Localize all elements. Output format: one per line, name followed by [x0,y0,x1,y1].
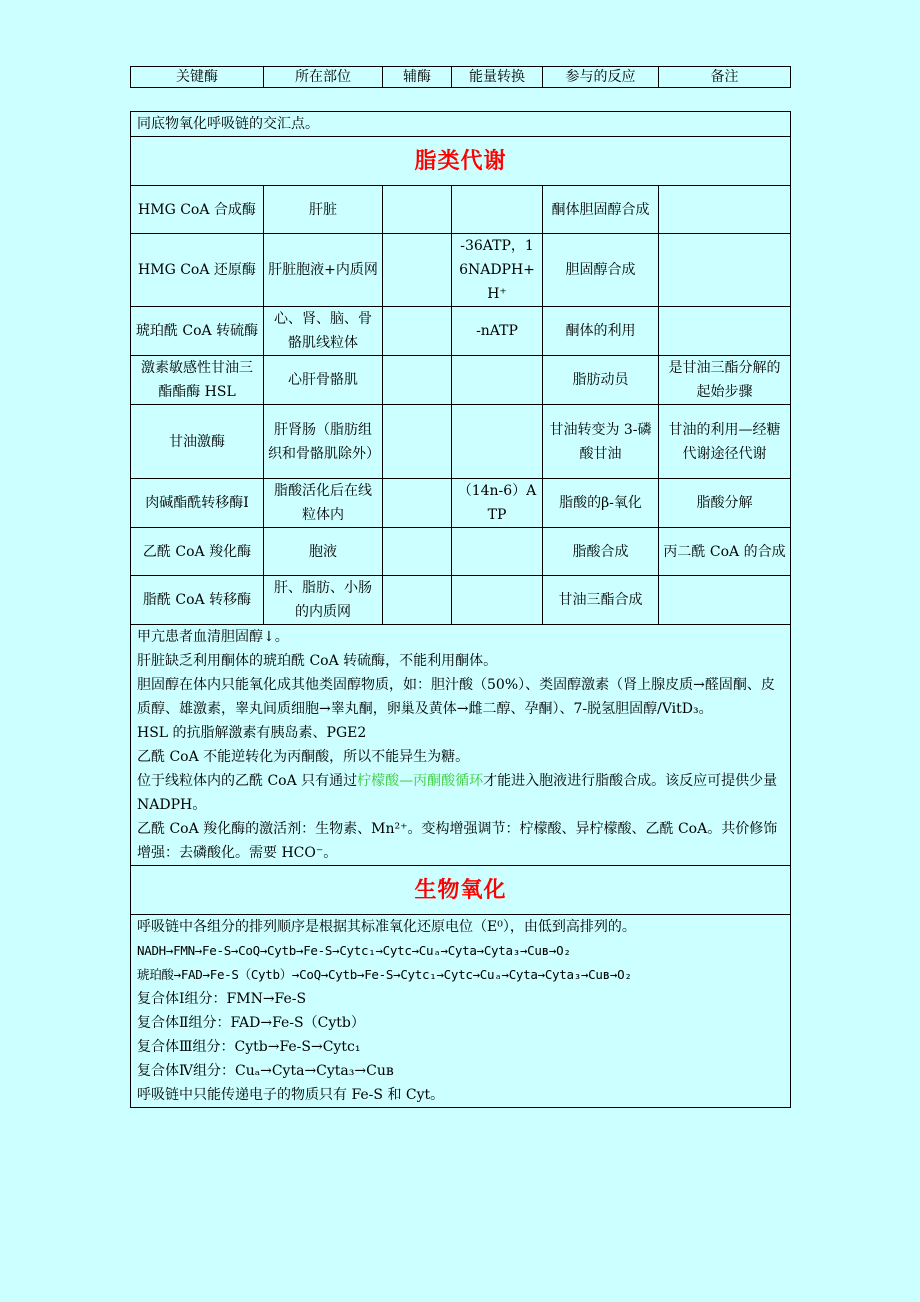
lipid-notes-row [131,625,791,866]
location-cell: 肝肾肠（脂肪组织和骨骼肌除外） [264,405,383,479]
respiratory-chain-nadh: NADH→FMN→Fe-S→CoQ→Cytb→Fe-S→Cytc₁→Cytc→Cuₐ→Cyta→Cyta₃→Cuʙ→O₂ [137,943,571,958]
complex-1-line: 复合体Ⅰ组分：FMN→Fe-S [137,991,307,1007]
energy-cell [452,356,543,405]
remark-cell: 是甘油三酯分解的起始步骤 [659,356,791,405]
location-cell: 肝、脂肪、小肠的内质网 [264,576,383,625]
note-paragraph: 乙酰 CoA 羧化酶的激活剂：生物素、Mn²⁺。变构增强调节：柠檬酸、异柠檬酸、乙酰 CoA。共价修饰增强：去磷酸化。需要 HCO⁻。 [137,821,778,861]
header-cell-enzyme: 关键酶 [131,67,264,88]
location-cell: 心、肾、脑、骨骼肌线粒体 [264,307,383,356]
coenzyme-cell [383,528,452,576]
reaction-cell: 脂肪动员 [543,356,659,405]
energy-cell: （14n-6）ATP [452,479,543,528]
note-paragraph: 肝脏缺乏利用酮体的琥珀酰 CoA 转硫酶，不能利用酮体。 [137,653,498,669]
table-row [131,356,791,405]
enzyme-cell: 脂酰 CoA 转移酶 [131,576,264,625]
header-cell-reaction: 参与的反应 [543,67,659,88]
enzyme-cell: HMG CoA 还原酶 [131,234,264,307]
reaction-cell: 脂酸合成 [543,528,659,576]
coenzyme-cell [383,356,452,405]
location-cell: 肝脏 [264,186,383,234]
note-paragraph: 乙酰 CoA 不能逆转化为丙酮酸，所以不能异生为糖。 [137,749,470,765]
respiratory-chain-succinate: 琥珀酸→FAD→Fe-S（Cytb）→CoQ→Cytb→Fe-S→Cytc₁→Cytc→Cuₐ→Cyta→Cyta₃→Cuʙ→O₂ [137,967,632,982]
reaction-cell: 酮体胆固醇合成 [543,186,659,234]
energy-cell [452,405,543,479]
energy-cell: -36ATP，16NADPH+H⁺ [452,234,543,307]
enzyme-cell: 甘油激酶 [131,405,264,479]
header-row [131,67,791,88]
note-paragraph: HSL 的抗脂解激素有胰岛素、PGE2 [137,725,367,741]
energy-cell: -nATP [452,307,543,356]
location-cell: 心肝骨骼肌 [264,356,383,405]
remark-cell: 丙二酰 CoA 的合成 [659,528,791,576]
remark-cell [659,576,791,625]
remark-cell [659,186,791,234]
header-table [130,66,791,88]
coenzyme-cell [383,405,452,479]
note-paragraph: 甲亢患者血清胆固醇↓。 [137,629,289,645]
coenzyme-cell [383,186,452,234]
location-cell: 胞液 [264,528,383,576]
energy-cell [452,186,543,234]
main-table [130,111,791,1108]
oxidation-notes-row [131,915,791,1108]
intro-row [131,112,791,137]
complex-4-line: 复合体Ⅳ组分：Cuₐ→Cyta→Cyta₃→Cuʙ [137,1063,394,1079]
table-row [131,186,791,234]
note-paragraph: 胆固醇在体内只能氧化成其他类固醇物质，如：胆汁酸（50%）、类固醇激素（肾上腺皮质→醛固酮、皮质醇、雄激素，睾丸间质细胞→睾丸酮，卵巢及黄体→雌二醇、孕酮）、7-脱氢胆固醇/VitD₃。 [137,677,775,717]
table-row [131,479,791,528]
reaction-cell: 胆固醇合成 [543,234,659,307]
coenzyme-cell [383,576,452,625]
coenzyme-cell [383,234,452,307]
oxidation-section-title: 生物氧化 [131,866,791,915]
reaction-cell: 甘油三酯合成 [543,576,659,625]
location-cell: 肝脏胞液+内质网 [264,234,383,307]
enzyme-cell: 肉碱酯酰转移酶Ⅰ [131,479,264,528]
enzyme-cell: HMG CoA 合成酶 [131,186,264,234]
note-text: 才能进入胞液进行脂酸合成。该反应可提供少量 NADPH。 [137,773,778,813]
reaction-cell: 脂酸的β-氧化 [543,479,659,528]
note-paragraph [137,769,784,817]
reaction-cell: 酮体的利用 [543,307,659,356]
complex-3-line: 复合体Ⅲ组分：Cytb→Fe-S→Cytc₁ [137,1039,361,1055]
enzyme-cell: 琥珀酰 CoA 转硫酶 [131,307,264,356]
energy-cell [452,528,543,576]
table-row [131,405,791,479]
header-cell-coenzyme: 辅酶 [383,67,452,88]
coenzyme-cell [383,307,452,356]
intro-text: 同底物氧化呼吸链的交汇点。 [131,112,791,137]
table-row [131,307,791,356]
coenzyme-cell [383,479,452,528]
citrate-pyruvate-cycle-highlight: 柠檬酸—丙酮酸循环 [357,773,484,789]
oxidation-notes [131,915,791,1108]
remark-cell: 甘油的利用—经糖代谢途径代谢 [659,405,791,479]
note-text: 位于线粒体内的乙酰 CoA 只有通过 [137,773,358,789]
oxidation-line: 呼吸链中各组分的排列顺序是根据其标准氧化还原电位（E⁰），由低到高排列的。 [137,919,636,935]
lipid-section-title: 脂类代谢 [131,137,791,186]
oxidation-line: 呼吸链中只能传递电子的物质只有 Fe-S 和 Cyt。 [137,1087,445,1103]
lipid-title-row [131,137,791,186]
remark-cell [659,234,791,307]
enzyme-cell: 乙酰 CoA 羧化酶 [131,528,264,576]
enzyme-cell: 激素敏感性甘油三酯酯酶 HSL [131,356,264,405]
remark-cell: 脂酸分解 [659,479,791,528]
remark-cell [659,307,791,356]
table-row [131,234,791,307]
header-cell-energy: 能量转换 [452,67,543,88]
complex-2-line: 复合体Ⅱ组分：FAD→Fe-S（Cytb） [137,1015,365,1031]
lipid-notes [131,625,791,866]
reaction-cell: 甘油转变为 3-磷酸甘油 [543,405,659,479]
location-cell: 脂酸活化后在线粒体内 [264,479,383,528]
energy-cell [452,576,543,625]
oxidation-title-row [131,866,791,915]
header-cell-location: 所在部位 [264,67,383,88]
header-cell-remark: 备注 [659,67,791,88]
table-row [131,576,791,625]
table-row [131,528,791,576]
